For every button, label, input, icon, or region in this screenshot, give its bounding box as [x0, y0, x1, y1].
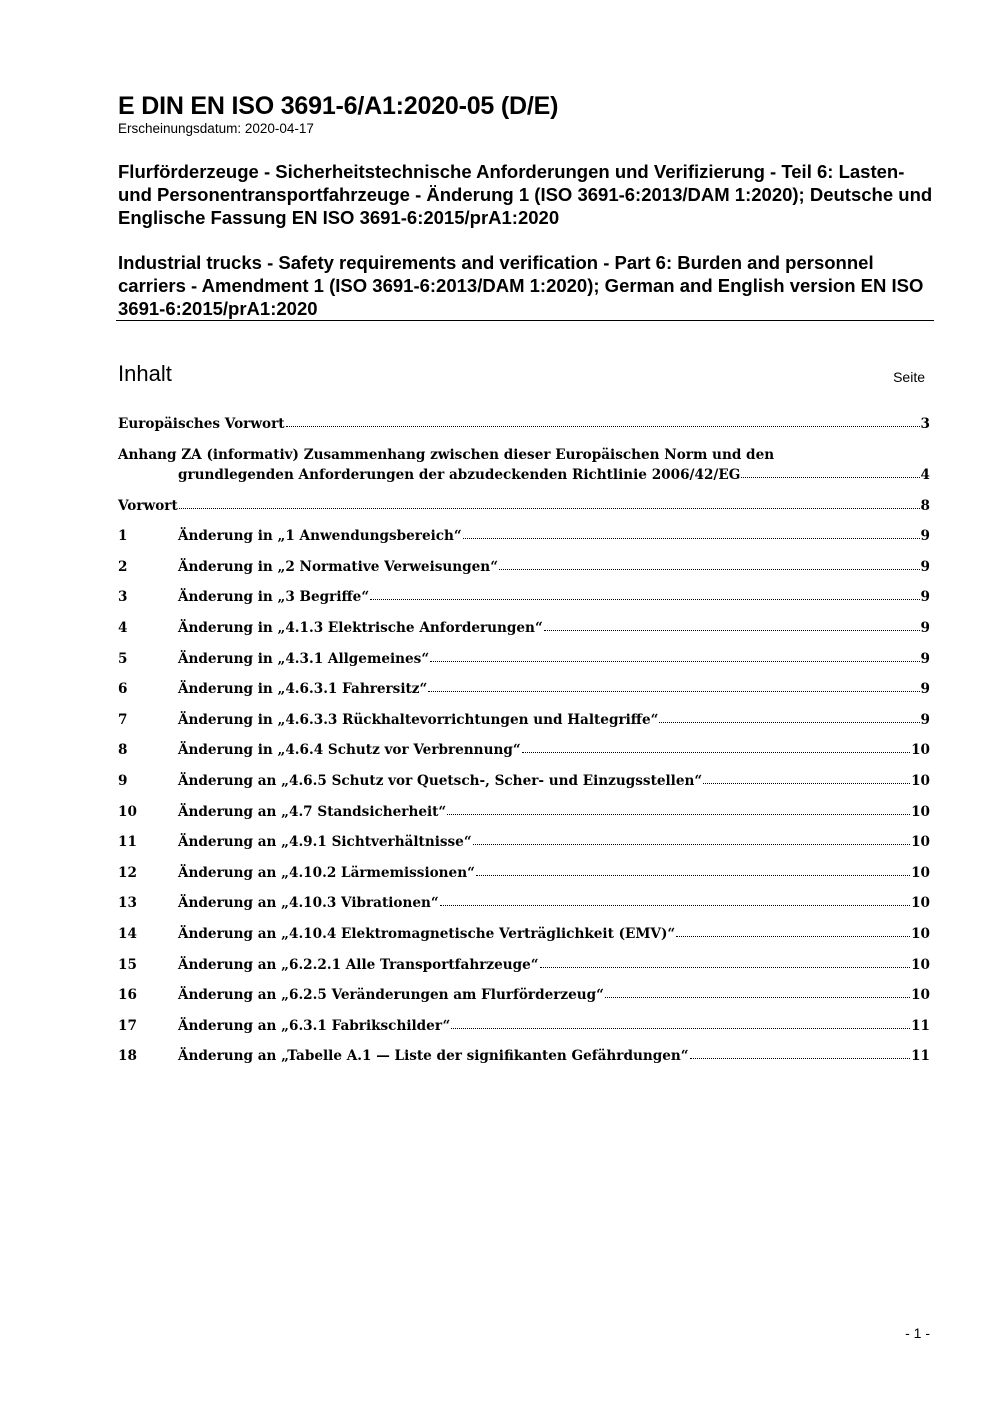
toc-leader-dots	[428, 691, 919, 692]
toc-entry-number: 1	[118, 528, 128, 545]
toc-entry-title: Änderung in „4.6.4 Schutz vor Verbrennung“	[178, 742, 521, 759]
title-german: Flurförderzeuge - Sicherheitstechnische Anforderungen und Verifizierung - Teil 6: Lasten- und Personentransportfahrzeuge - Änderung 1 (ISO 3691-6:2013/DAM 1:2020); Deutsche und Englische Fassung EN ISO 3691-6:2015/prA1:2020	[118, 161, 933, 228]
toc-entry-title: Änderung in „4.1.3 Elektrische Anforderungen“	[178, 619, 543, 636]
publication-date: Erscheinungsdatum: 2020-04-17	[118, 121, 314, 136]
toc-entry-title: Änderung in „4.3.1 Allgemeines“	[178, 650, 430, 667]
toc-entry[interactable]	[118, 957, 930, 988]
toc-entry-title-line2: grundlegenden Anforderungen der abzudeckenden Richtlinie 2006/42/EG	[178, 466, 741, 483]
toc-page-label: Seite	[893, 369, 925, 385]
toc-entry-title: Änderung an „4.7 Standsicherheit“	[178, 803, 447, 820]
toc-entry-number: 17	[118, 1017, 137, 1034]
toc-entry-page: 10	[911, 895, 930, 912]
toc-entry-number: 11	[118, 834, 137, 851]
toc-entry[interactable]	[118, 865, 930, 896]
toc-leader-dots	[540, 967, 910, 968]
toc-leader-dots	[659, 722, 919, 723]
toc-entry-number: 15	[118, 956, 137, 973]
toc-entry-number: 8	[118, 742, 128, 759]
toc-entry-page: 10	[911, 925, 930, 942]
toc-leader-dots	[741, 477, 919, 478]
toc-entry-title: Änderung an „4.6.5 Schutz vor Quetsch-, Scher- und Einzugsstellen“	[178, 772, 703, 789]
toc-entry-page: 9	[920, 558, 930, 575]
toc-entry-number: 5	[118, 650, 128, 667]
toc-entry-page: 9	[920, 528, 930, 545]
document-id: E DIN EN ISO 3691-6/A1:2020-05 (D/E)	[118, 92, 559, 120]
toc-entry-page: 11	[911, 1048, 930, 1065]
toc-entry[interactable]	[118, 834, 930, 865]
toc-leader-dots	[473, 844, 910, 845]
toc-entry[interactable]	[118, 447, 930, 498]
toc-entry-page: 9	[920, 681, 930, 698]
toc-leader-dots	[286, 426, 920, 427]
toc-entry-page: 10	[911, 956, 930, 973]
toc-entry[interactable]	[118, 742, 930, 773]
toc-entry-number: 14	[118, 925, 137, 942]
toc-entry[interactable]	[118, 926, 930, 957]
toc-leader-dots	[370, 599, 919, 600]
toc-leader-dots	[544, 630, 920, 631]
toc-leader-dots	[179, 508, 920, 509]
toc-leader-dots	[447, 814, 910, 815]
toc-entry-number: 9	[118, 772, 128, 789]
toc-entry-number: 13	[118, 895, 137, 912]
toc-entry-number: 4	[118, 619, 128, 636]
toc-entry-page: 10	[911, 834, 930, 851]
toc-entry[interactable]	[118, 987, 930, 1018]
toc-entry-page: 8	[920, 497, 930, 514]
toc-entry-title: Änderung an „Tabelle A.1 — Liste der signifikanten Gefährdungen“	[178, 1048, 689, 1065]
toc-entry-page: 3	[920, 416, 930, 432]
toc-leader-dots	[605, 997, 910, 998]
toc-entry-title: Änderung in „4.6.3.1 Fahrersitz“	[178, 681, 428, 698]
toc-entry-title: Änderung an „4.10.4 Elektromagnetische Verträglichkeit (EMV)“	[178, 925, 676, 942]
toc-entry-title: Änderung an „6.2.2.1 Alle Transportfahrzeuge“	[178, 956, 539, 973]
toc-leader-dots	[451, 1028, 910, 1029]
toc-entry-title: Änderung in „4.6.3.3 Rückhaltevorrichtungen und Haltegriffe“	[178, 711, 659, 728]
toc-entry[interactable]	[118, 498, 930, 529]
toc-entry[interactable]	[118, 804, 930, 835]
toc-entry-number: 12	[118, 864, 137, 881]
toc-entry-number: 2	[118, 558, 128, 575]
toc-entry-title: Änderung an „6.2.5 Veränderungen am Flurförderzeug“	[178, 987, 604, 1004]
toc-leader-dots	[430, 661, 919, 662]
toc-entry-page: 10	[911, 987, 930, 1004]
toc-entry[interactable]	[118, 416, 930, 447]
toc-leader-dots	[499, 569, 920, 570]
toc-entry[interactable]	[118, 559, 930, 590]
toc-entry-title: Änderung in „3 Begriffe“	[178, 589, 370, 606]
toc-entry-page: 10	[911, 864, 930, 881]
toc-entry-number: 18	[118, 1048, 137, 1065]
toc-entry-number: 7	[118, 711, 128, 728]
toc-entry-number: 16	[118, 987, 137, 1004]
toc-entry-page: 10	[911, 803, 930, 820]
toc-entry-page: 9	[920, 589, 930, 606]
toc-entry-title: Änderung an „4.10.3 Vibrationen“	[178, 895, 439, 912]
toc-leader-dots	[676, 936, 910, 937]
toc-heading: Inhalt	[118, 361, 172, 386]
toc-entry-title: Änderung an „4.9.1 Sichtverhältnisse“	[178, 834, 472, 851]
toc-entry-page: 9	[920, 711, 930, 728]
toc-entry-title: Änderung an „6.3.1 Fabrikschilder“	[178, 1017, 451, 1034]
toc-entry-title: Änderung an „4.10.2 Lärmemissionen“	[178, 864, 475, 881]
toc-entry-title: Europäisches Vorwort	[118, 416, 285, 432]
toc-entry[interactable]	[118, 712, 930, 743]
toc-entry[interactable]	[118, 589, 930, 620]
toc-entry-page: 4	[920, 466, 930, 483]
title-english: Industrial trucks - Safety requirements and verification - Part 6: Burden and personnel carriers - Amendment 1 (ISO 3691-6:2013/DAM 1:2020); German and English version EN ISO 3691-6:2015/prA1:2020	[118, 252, 924, 319]
toc-leader-dots	[440, 905, 910, 906]
table-of-contents	[118, 416, 930, 1079]
toc-entry[interactable]	[118, 1048, 930, 1079]
toc-entry[interactable]	[118, 895, 930, 926]
toc-entry-page: 11	[911, 1017, 930, 1034]
toc-leader-dots	[522, 752, 910, 753]
page-number: - 1 -	[905, 1325, 930, 1341]
toc-entry-title: Änderung in „1 Anwendungsbereich“	[178, 528, 462, 545]
toc-entry-title: Vorwort	[118, 497, 178, 514]
toc-entry-title: Änderung in „2 Normative Verweisungen“	[178, 558, 499, 575]
toc-leader-dots	[690, 1058, 910, 1059]
toc-entry[interactable]	[118, 528, 930, 559]
toc-leader-dots	[463, 538, 920, 539]
title-divider	[116, 320, 934, 321]
toc-entry-page: 9	[920, 650, 930, 667]
toc-entry[interactable]	[118, 773, 930, 804]
toc-entry-title-line1: Anhang ZA (informativ) Zusammenhang zwischen dieser Europäischen Norm und den	[118, 446, 775, 463]
toc-entry[interactable]	[118, 1018, 930, 1049]
toc-entry-page: 10	[911, 772, 930, 789]
toc-entry-page: 9	[920, 619, 930, 636]
toc-entry[interactable]	[118, 681, 930, 712]
toc-entry-number: 6	[118, 681, 128, 698]
toc-entry-number: 3	[118, 589, 128, 606]
toc-leader-dots	[703, 783, 910, 784]
toc-leader-dots	[476, 875, 910, 876]
toc-entry-page: 10	[911, 742, 930, 759]
toc-entry-number: 10	[118, 803, 137, 820]
toc-entry[interactable]	[118, 651, 930, 682]
toc-entry[interactable]	[118, 620, 930, 651]
